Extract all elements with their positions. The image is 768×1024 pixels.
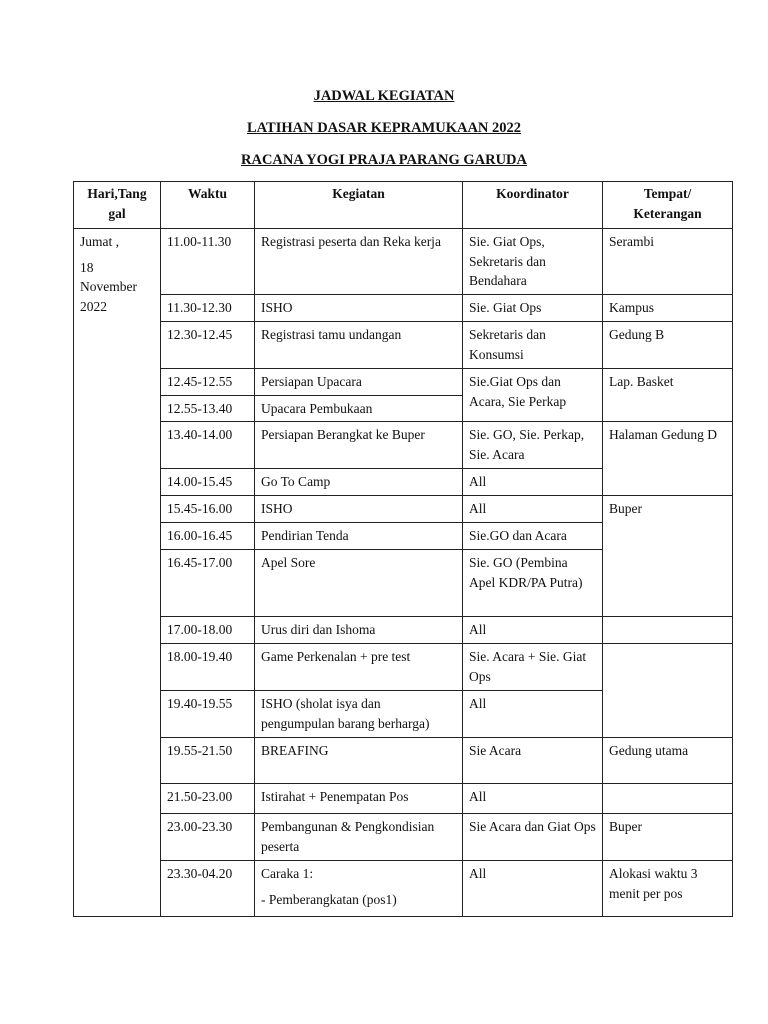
activity-line: Caraka 1: xyxy=(261,866,314,881)
day-line3: November xyxy=(80,279,137,294)
activity-cell: Registrasi tamu undangan xyxy=(255,322,463,369)
time-cell: 18.00-19.40 xyxy=(161,644,255,691)
coordinator-cell: All xyxy=(463,784,603,814)
table-row xyxy=(74,784,733,814)
coordinator-cell: Sie. Acara + Sie. Giat Ops xyxy=(463,644,603,691)
time-cell: 16.45-17.00 xyxy=(161,550,255,617)
coordinator-cell: Sie. GO, Sie. Perkap, Sie. Acara xyxy=(463,422,603,469)
place-cell xyxy=(603,644,733,738)
day-line4: 2022 xyxy=(80,298,107,314)
day-line2: 18 xyxy=(80,259,94,275)
time-cell: 21.50-23.00 xyxy=(161,784,255,814)
day-cell xyxy=(74,229,161,917)
coordinator-cell: Sie. Giat Ops xyxy=(463,295,603,322)
table-row xyxy=(74,814,733,861)
coordinator-cell: Sie Acara dan Giat Ops xyxy=(463,814,603,861)
time-cell: 11.00-11.30 xyxy=(161,229,255,295)
coordinator-cell: Sie. GO (Pembina Apel KDR/PA Putra) xyxy=(463,550,603,617)
activity-cell: Pendirian Tenda xyxy=(255,523,463,550)
coordinator-cell: Sie.Giat Ops dan Acara, Sie Perkap xyxy=(463,369,603,422)
place-cell: Buper xyxy=(603,496,733,617)
place-cell: Lap. Basket xyxy=(603,369,733,422)
document-subtitle: LATIHAN DASAR KEPRAMUKAAN 2022 xyxy=(246,120,522,136)
activity-cell: Upacara Pembukaan xyxy=(255,396,463,422)
place-cell xyxy=(603,617,733,644)
coordinator-cell: All xyxy=(463,861,603,917)
organizer-name: RACANA YOGI PRAJA PARANG GARUDA xyxy=(241,152,527,168)
activity-subline: - Pemberangkatan (pos1) xyxy=(261,891,397,907)
time-cell: 19.40-19.55 xyxy=(161,691,255,738)
activity-cell: Persiapan Berangkat ke Buper xyxy=(255,422,463,469)
header-activity: Kegiatan xyxy=(255,182,463,229)
coordinator-cell: Sie. Giat Ops, Sekretaris dan Bendahara xyxy=(463,229,603,295)
activity-cell: Go To Camp xyxy=(255,469,463,496)
activity-cell: Urus diri dan Ishoma xyxy=(255,617,463,644)
activity-cell: Persiapan Upacara xyxy=(255,369,463,396)
header-place-line2: Keterangan xyxy=(633,205,702,221)
time-cell: 19.55-21.50 xyxy=(161,738,255,784)
place-cell xyxy=(603,784,733,814)
table-row xyxy=(74,738,733,784)
time-cell: 12.45-12.55 xyxy=(161,369,255,396)
document-title: JADWAL KEGIATAN xyxy=(313,88,455,104)
table-row xyxy=(74,229,733,295)
time-cell: 17.00-18.00 xyxy=(161,617,255,644)
table-row xyxy=(74,644,733,691)
place-cell: Buper xyxy=(603,814,733,861)
time-cell: 13.40-14.00 xyxy=(161,422,255,469)
header-day-line2: gal xyxy=(108,205,126,221)
table-row xyxy=(74,861,733,917)
place-cell: Serambi xyxy=(603,229,733,295)
activity-cell: Registrasi peserta dan Reka kerja xyxy=(255,229,463,295)
coordinator-cell: All xyxy=(463,496,603,523)
header-day-line1: Hari,Tang xyxy=(87,186,147,201)
coordinator-cell: Sie Acara xyxy=(463,738,603,784)
header-coordinator: Koordinator xyxy=(463,182,603,229)
place-cell: Kampus xyxy=(603,295,733,322)
coordinator-cell: Sie.GO dan Acara xyxy=(463,523,603,550)
activity-cell: Game Perkenalan + pre test xyxy=(255,644,463,691)
activity-cell: ISHO (sholat isya dan pengumpulan barang berharga) xyxy=(255,691,463,738)
time-cell: 11.30-12.30 xyxy=(161,295,255,322)
activity-cell: BREAFING xyxy=(255,738,463,784)
time-cell: 14.00-15.45 xyxy=(161,469,255,496)
activity-cell: ISHO xyxy=(255,496,463,523)
table-row xyxy=(74,496,733,523)
coordinator-cell: Sekretaris dan Konsumsi xyxy=(463,322,603,369)
activity-cell: ISHO xyxy=(255,295,463,322)
activity-cell xyxy=(255,861,463,917)
header-place-line1: Tempat/ xyxy=(643,186,692,201)
header-place xyxy=(603,182,733,229)
header-day xyxy=(74,182,161,229)
place-cell: Gedung B xyxy=(603,322,733,369)
coordinator-cell: All xyxy=(463,617,603,644)
activity-cell: Apel Sore xyxy=(255,550,463,617)
table-row xyxy=(74,295,733,322)
activity-cell: Istirahat + Penempatan Pos xyxy=(255,784,463,814)
schedule-table xyxy=(73,181,733,917)
day-line1: Jumat , xyxy=(80,234,119,249)
table-row xyxy=(74,322,733,369)
time-cell: 23.30-04.20 xyxy=(161,861,255,917)
activity-cell: Pembangunan & Pengkondisian peserta xyxy=(255,814,463,861)
time-cell: 15.45-16.00 xyxy=(161,496,255,523)
table-row xyxy=(74,369,733,396)
place-cell: Gedung utama xyxy=(603,738,733,784)
table-row xyxy=(74,617,733,644)
coordinator-cell: All xyxy=(463,469,603,496)
time-cell: 12.55-13.40 xyxy=(161,396,255,422)
time-cell: 23.00-23.30 xyxy=(161,814,255,861)
table-row xyxy=(74,422,733,469)
coordinator-cell: All xyxy=(463,691,603,738)
time-cell: 16.00-16.45 xyxy=(161,523,255,550)
header-row xyxy=(74,182,733,229)
time-cell: 12.30-12.45 xyxy=(161,322,255,369)
place-cell: Halaman Gedung D xyxy=(603,422,733,496)
header-time: Waktu xyxy=(161,182,255,229)
place-cell: Alokasi waktu 3 menit per pos xyxy=(603,861,733,917)
